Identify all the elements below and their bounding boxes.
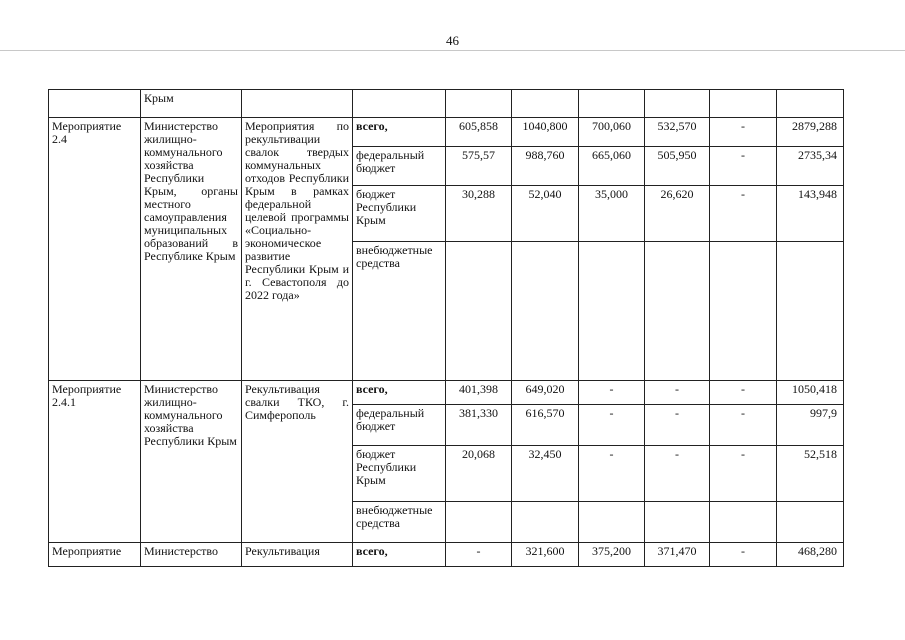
value-cell: 32,450 xyxy=(512,446,579,502)
budget-table xyxy=(48,89,844,567)
value-cell: 52,040 xyxy=(512,186,579,242)
value-cell: 700,060 xyxy=(579,118,645,147)
value-cell: 605,858 xyxy=(446,118,512,147)
value-cell xyxy=(777,502,844,543)
table-cell: Крым xyxy=(141,90,242,118)
measure-description: Рекультивация xyxy=(242,543,353,567)
value-cell: 35,000 xyxy=(579,186,645,242)
value-cell: 30,288 xyxy=(446,186,512,242)
value-cell: - xyxy=(710,446,777,502)
value-cell xyxy=(512,242,579,381)
funding-source: всего, xyxy=(353,118,446,147)
value-cell: - xyxy=(710,118,777,147)
value-cell: - xyxy=(710,381,777,405)
value-cell: - xyxy=(645,446,710,502)
table-cell xyxy=(49,90,141,118)
value-cell: 532,570 xyxy=(645,118,710,147)
value-cell: - xyxy=(446,543,512,567)
value-cell: 375,200 xyxy=(579,543,645,567)
value-cell: - xyxy=(710,147,777,186)
value-cell: 143,948 xyxy=(777,186,844,242)
value-cell: 321,600 xyxy=(512,543,579,567)
value-cell: 649,020 xyxy=(512,381,579,405)
table-cell xyxy=(645,90,710,118)
funding-source: внебюджетные средства xyxy=(353,242,446,381)
table-cell xyxy=(777,90,844,118)
table-row xyxy=(49,90,844,118)
value-cell: 988,760 xyxy=(512,147,579,186)
table-cell xyxy=(242,90,353,118)
value-cell: 1040,800 xyxy=(512,118,579,147)
measure-executor: Министерство xyxy=(141,543,242,567)
value-cell xyxy=(446,502,512,543)
funding-source: всего, xyxy=(353,543,446,567)
value-cell: - xyxy=(710,543,777,567)
table-row xyxy=(49,118,844,147)
funding-source: федеральный бюджет xyxy=(353,147,446,186)
value-cell: 20,068 xyxy=(446,446,512,502)
measure-executor: Министерство жилищно-коммунального хозяйства Республики Крым xyxy=(141,381,242,543)
measure-description: Мероприятия по рекультивации свалок твердых коммунальных отходов Республики Крым в рамках федеральной целевой программы «Социально-экономическое развитие Республики Крым и г. Севастополя до 2022 года» xyxy=(242,118,353,381)
measure-description: Рекультивация свалки ТКО, г. Симферополь xyxy=(242,381,353,543)
table-cell xyxy=(512,90,579,118)
value-cell: 1050,418 xyxy=(777,381,844,405)
value-cell: 616,570 xyxy=(512,405,579,446)
value-cell: - xyxy=(645,381,710,405)
measure-executor: Министерство жилищно-коммунального хозяйства Республики Крым, органы местного самоуправления муниципальных образований в Республике Крым xyxy=(141,118,242,381)
table-row xyxy=(49,381,844,405)
header-rule xyxy=(0,50,905,51)
value-cell: - xyxy=(579,446,645,502)
measure-id: Мероприятие 2.4.1 xyxy=(49,381,141,543)
value-cell xyxy=(579,502,645,543)
value-cell: - xyxy=(710,405,777,446)
value-cell xyxy=(512,502,579,543)
value-cell: 2879,288 xyxy=(777,118,844,147)
value-cell: 505,950 xyxy=(645,147,710,186)
value-cell xyxy=(710,502,777,543)
funding-source: бюджет Республики Крым xyxy=(353,186,446,242)
table-cell xyxy=(446,90,512,118)
funding-source: федеральный бюджет xyxy=(353,405,446,446)
table-cell xyxy=(579,90,645,118)
value-cell: - xyxy=(579,381,645,405)
value-cell xyxy=(710,242,777,381)
value-cell xyxy=(645,242,710,381)
value-cell: 371,470 xyxy=(645,543,710,567)
value-cell: - xyxy=(645,405,710,446)
value-cell: 665,060 xyxy=(579,147,645,186)
table-cell xyxy=(710,90,777,118)
value-cell: - xyxy=(579,405,645,446)
table-cell xyxy=(353,90,446,118)
value-cell: 2735,34 xyxy=(777,147,844,186)
funding-source: внебюджетные средства xyxy=(353,502,446,543)
value-cell: 26,620 xyxy=(645,186,710,242)
value-cell xyxy=(446,242,512,381)
value-cell xyxy=(645,502,710,543)
value-cell xyxy=(777,242,844,381)
measure-id: Мероприятие xyxy=(49,543,141,567)
value-cell: 52,518 xyxy=(777,446,844,502)
value-cell: 997,9 xyxy=(777,405,844,446)
value-cell: 381,330 xyxy=(446,405,512,446)
page-number: 46 xyxy=(446,33,459,48)
measure-id: Мероприятие 2.4 xyxy=(49,118,141,381)
value-cell: 401,398 xyxy=(446,381,512,405)
funding-source: бюджет Республики Крым xyxy=(353,446,446,502)
funding-source: всего, xyxy=(353,381,446,405)
value-cell xyxy=(579,242,645,381)
value-cell: 575,57 xyxy=(446,147,512,186)
table-row xyxy=(49,543,844,567)
value-cell: - xyxy=(710,186,777,242)
value-cell: 468,280 xyxy=(777,543,844,567)
